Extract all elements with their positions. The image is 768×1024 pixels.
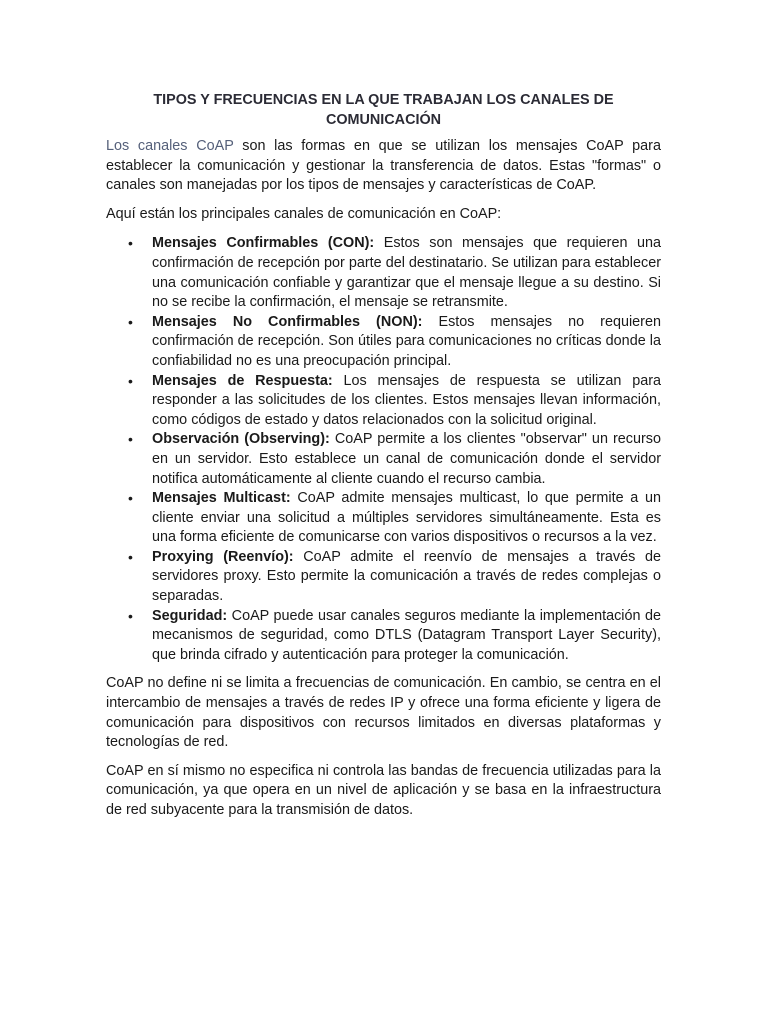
channel-term: Observación (Observing):: [152, 431, 330, 448]
channel-description: CoAP puede usar canales seguros mediante la implementación de mecanismos de seguridad, como DTLS (Datagram Transport Layer Security), que brinda cifrado y autenticación para proteger la comunicación.: [152, 607, 661, 663]
lead-paragraph: Aquí están los principales canales de comunicación en CoAP:: [106, 205, 502, 222]
channel-description: CoAP admite el reenvío de mensajes a través de servidores proxy. Esto permite la comunicación a través de redes complejas o separadas.: [152, 548, 661, 605]
channel-term: Mensajes Multicast:: [152, 490, 291, 507]
bullet-icon: •: [128, 235, 133, 252]
bullet-icon: •: [128, 313, 133, 330]
channel-term: Mensajes de Respuesta:: [152, 372, 333, 389]
channel-description: Estos son mensajes que requieren una confirmación de recepción por parte del destinatario. Se utilizan para establecer una comunicación confiable y garantizar que el mensaje llegue a su destino. Si no se recibe la confirmación, el mensaje se retransmite.: [152, 235, 662, 311]
document-title: TIPOS Y FRECUENCIAS EN LA QUE TRABAJAN LOS CANALES DE COMUNICACIÓN: [153, 92, 614, 128]
channel-term: Seguridad:: [152, 607, 228, 624]
list-item: [106, 607, 661, 666]
bullet-icon: •: [128, 607, 133, 624]
bullet-icon: •: [128, 372, 133, 389]
list-item: [106, 372, 661, 431]
list-item: [106, 430, 661, 489]
list-item: [106, 234, 661, 312]
bullet-icon: •: [128, 431, 133, 448]
document-page: [106, 90, 661, 821]
coap-channels-link[interactable]: Los canales CoAP: [106, 138, 234, 154]
intro-paragraph: [106, 137, 661, 196]
list-item: [106, 548, 661, 607]
channel-list: [106, 234, 661, 665]
list-item: [106, 313, 661, 372]
channel-term: Mensajes No Confirmables (NON):: [152, 313, 423, 330]
list-item: [106, 489, 661, 548]
frequencies-paragraph: CoAP no define ni se limita a frecuencias de comunicación. En cambio, se centra en el intercambio de mensajes a través de redes IP y ofrece una forma eficiente y ligera de comunicación para dispositivos con recursos limitados en diversas plataformas y tecnologías de red.: [106, 675, 661, 751]
channel-description: Los mensajes de respuesta se utilizan para responder a las solicitudes de los clientes. Estos mensajes llevan información, como códigos de estado y datos relacionados con la solicitud original.: [152, 372, 661, 428]
bands-paragraph: CoAP en sí mismo no especifica ni controla las bandas de frecuencia utilizadas para la comunicación, ya que opera en un nivel de aplicación y se basa en la infraestructura de red subyacente para la transmisión de datos.: [106, 762, 661, 818]
channel-description: Estos mensajes no requieren confirmación de recepción. Son útiles para comunicaciones no críticas donde la confiabilidad no es una preocupación principal.: [152, 313, 661, 369]
bullet-icon: •: [128, 490, 133, 507]
channel-description: CoAP permite a los clientes "observar" un recurso en un servidor. Esto establece un canal de comunicación donde el servidor notifica automáticamente al cliente cuando el recurso cambia.: [152, 431, 661, 487]
bullet-icon: •: [128, 548, 133, 565]
intro-text: son las formas en que se utilizan los mensajes CoAP para establecer la comunicación y gestionar la transferencia de datos. Estas "formas" o canales son manejadas por los tipos de mensajes y características de CoAP.: [106, 138, 661, 194]
channel-term: Mensajes Confirmables (CON):: [152, 235, 375, 252]
channel-term: Proxying (Reenvío):: [152, 548, 294, 565]
channel-description: CoAP admite mensajes multicast, lo que permite a un cliente enviar una solicitud a múltiples servidores simultáneamente. Esta es una forma eficiente de comunicarse con varios dispositivos o recursos a la vez.: [152, 490, 662, 546]
